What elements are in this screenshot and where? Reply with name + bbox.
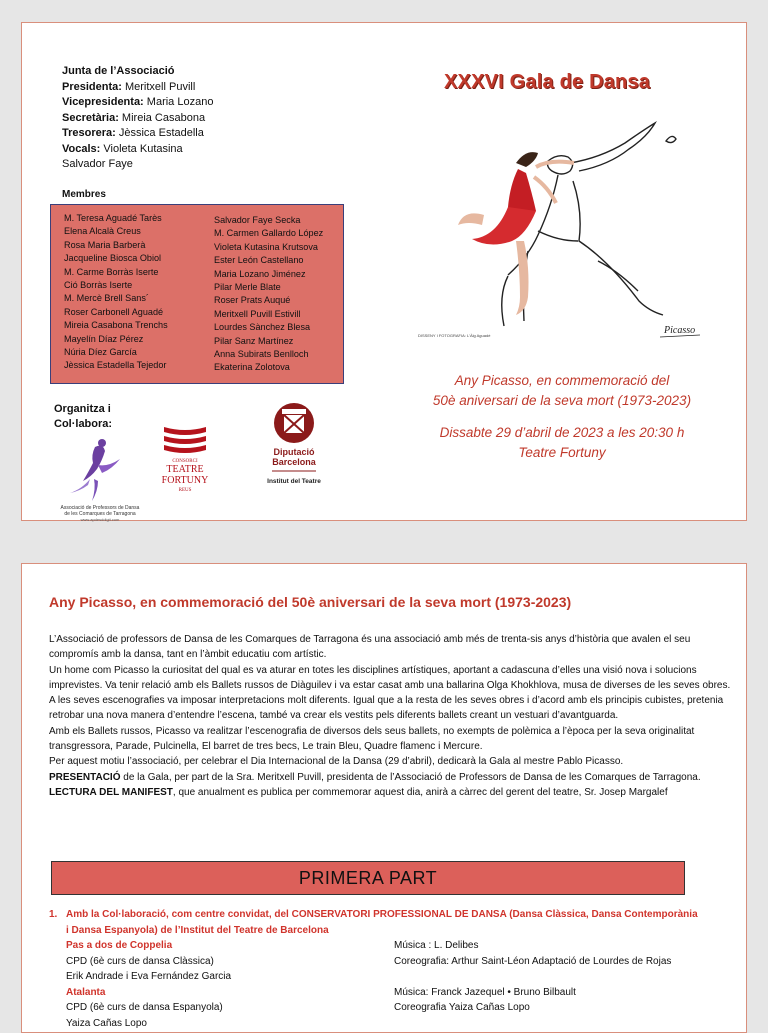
event-date: Dissabte 29 d’abril de 2023 a les 20:30 h [439,425,685,440]
member-name: M. Mercè Brell Sans´ [64,293,149,304]
event-subtitle-1: Any Picasso, en commemoració del [454,373,670,388]
program-details-page [21,563,747,1033]
board-row [62,126,213,142]
piece-choreography: Coreografia Yaiza Cañas Lopo [394,1002,530,1013]
paragraph: L’Associació de professors de Dansa de les Comarques de Tarragona és una associació amb més de trenta-sis anys d’història que avalen el seu compromís amb la dansa, tant en l’àmbit educatiu com artístic. [49,634,691,661]
piece-level: CPD (6è curs de dansa Espanyola) [66,1002,223,1013]
paragraph [49,785,739,800]
dancer-picasso-illustration [398,111,728,351]
board-member: Violeta Kutasina [100,142,183,155]
svg-text:REUS: REUS [178,488,192,493]
piece-row [49,954,749,970]
section-title: Any Picasso, en commemoració del 50è aniversari de la seva mort (1973-2023) [49,594,572,610]
dancer-figure-icon [50,435,150,525]
piece-music: Música: Franck Jazequel • Bruno Bilbault [394,986,576,998]
presentation-text: de la Gala, per part de la Sra. Meritxell Puvill, presidenta de l’Associació de Professors de Dansa de les Comarques de Tarragona. [120,771,701,783]
piece-row [49,1016,749,1032]
board-role: Vicepresidenta: [62,96,144,108]
picasso-signature: Picasso [664,325,696,336]
member-name: Lourdes Sànchez Blesa [214,322,311,333]
svg-text:Institut del Teatre: Institut del Teatre [267,478,321,485]
member-name: Roser Carbonell Aguadé [64,306,164,317]
member-name: M. Carmen Gallardo López [214,228,324,239]
part-heading: PRIMERA PART [51,861,685,895]
svg-text:TEATRE: TEATRE [166,464,204,475]
member-name: Maria Lozano Jiménez [214,268,306,279]
diputacio-logo [254,401,334,491]
board-member: Jèssica Estadella [115,127,204,139]
board-role: Vocals: [62,142,101,155]
member-name: Ester León Castellano [214,255,304,266]
member-name: Mireia Casabona Trenchs [64,320,168,331]
members-box [50,204,344,384]
paragraph: Per aquest motiu l’associació, per celebrar el Dia Internacional de la Dansa (29 d’abril), dedicarà la Gala al mestre Pablo Picasso. [49,756,624,768]
member-name: Anna Subirats Benlloch [214,349,309,360]
board-member: Salvador Faye [62,158,133,170]
member-name: Núria Díez García [64,347,137,358]
board-role: Tresorera: [62,127,116,139]
member-name: Pilar Sanz Martínez [214,335,294,346]
member-name: Roser Prats Auqué [214,295,291,306]
gala-title: XXXVI Gala de Dansa [444,71,651,93]
member-name: Pilar Merle Blate [214,282,281,293]
svg-text:FORTUNY: FORTUNY [161,475,209,486]
event-subtitle-2: 50è aniversari de la seva mort (1973-2023) [432,393,692,408]
svg-text:Barcelona: Barcelona [272,457,316,467]
member-name: Jacqueline Biosca Obiol [64,253,162,264]
photo-credit: DISSENY I FOTOGRAFIA: L'Àlg Aguadé [418,333,491,338]
member-name: Ció Borràs Iserte [64,280,133,291]
dancer-photo-icon [458,152,574,315]
member-name: Ekaterina Zolotova [214,362,290,373]
board-role: Presidenta: [62,80,122,93]
piece-dancers: Yaiza Cañas Lopo [66,1017,147,1029]
members-column-2 [214,214,323,375]
manifest-text: , que anualment es publica per commemorar aquest dia, anirà a càrrec del gerent del teatre, Sr. Josep Margalef [172,786,668,798]
program-list [49,907,749,1031]
piece-music: Música : L. Delibes [394,940,479,951]
member-name: Meritxell Puvill Estivill [214,308,301,319]
intro-text [49,632,739,800]
association-logo [50,435,150,525]
event-venue: Teatre Fortuny [518,445,606,460]
item-number: 1. [49,909,58,920]
teatre-fortuny-logo [154,421,216,516]
theatre-emblem-icon [154,421,216,516]
board-row [62,111,213,127]
member-name: Mayelín Díaz Pérez [64,333,144,344]
board-heading: Junta de l’Associació [62,65,175,77]
organizers-line-1: Organitza i [54,403,111,415]
piece-title: Pas a dos de Coppelia [66,940,173,951]
svg-text:www.apdesddigit.com: www.apdesddigit.com [80,517,120,522]
member-name: Rosa Maria Barberà [64,239,146,250]
board-member: Mireia Casabona [118,111,206,124]
member-name: Elena Alcalà Creus [64,226,141,237]
organizers-line-2: Col·labora: [54,418,113,430]
organizers-heading [54,402,112,432]
svg-text:de les Comarques de Tarragona: de les Comarques de Tarragona [64,511,136,517]
piece-row [49,969,749,985]
svg-text:Diputació: Diputació [273,447,315,457]
piece-row [49,1000,749,1016]
members-column-1 [64,212,168,373]
svg-text:CONSORCI: CONSORCI [172,459,198,464]
program-item-heading-2 [49,923,749,939]
diputacio-emblem-icon [254,401,334,491]
piece-row [49,938,749,954]
item-heading-line-2: i Dansa Espanyola) de l’Institut del Teatre de Barcelona [66,924,329,936]
board-row [62,157,213,173]
event-info [412,371,712,463]
board-row [62,95,213,111]
piece-row [49,985,749,1001]
board-row [62,142,213,158]
member-name: Violeta Kutasina Krutsova [214,241,318,252]
program-cover-page [21,22,747,521]
board-role: Secretària: [62,111,119,124]
program-item-heading [49,907,749,923]
board-row [62,80,213,96]
presentation-label: PRESENTACIÓ [49,771,121,783]
member-name: Salvador Faye Secka [214,215,301,225]
member-name: Jèssica Estadella Tejedor [64,360,167,371]
paragraph: Amb els Ballets russos, Picasso va realitzar l’escenografia de diversos dels seus ballets, no exempts de polèmica a l’època per la seva originalitat transgressora, Parade, Pulcinella, El barret de tres becs, Le train Bleu, Quadre flamenc i Mercure. [49,725,695,753]
poster-artwork [398,111,728,351]
item-heading-line-1: Amb la Col·laboració, com centre convidat, del CONSERVATORI PROFESSIONAL DE DANSA (Dansa Clàssica, Dansa Contemporània [66,909,698,920]
board-member: Meritxell Puvill [121,80,196,93]
board-member: Maria Lozano [143,96,214,108]
manifest-label: LECTURA DEL MANIFEST [49,786,173,798]
member-name: M. Teresa Aguadé Tarès [64,213,162,223]
members-heading: Membres [62,189,106,200]
paragraph: A les seves escenografies va imposar interpretacions molt diferents. Igual que a la resta de les seves obres i d’acord amb els principis cubistes, pretenia retrobar una nova manera d’entendre l’escena, també va crear els vestits pels diferents ballets creant un vestuari d’avantguarda. [49,695,724,722]
paragraph [49,770,739,785]
board-list [62,64,213,173]
paragraph: Un home com Picasso la curiositat del qual es va aturar en totes les disciplines artístiques, aportant a cadascuna d’elles una visió nova i solucions imprevistes. Va tenir relació amb els Ballets russos de Diàguilev i va estar casat amb una ballarina Olga Khokhlova, musa de diverses de les seves obres. [49,664,731,691]
piece-choreography: Coreografia: Arthur Saint-Léon Adaptació de Lourdes de Rojas [394,955,672,967]
member-name: M. Carme Borràs Iserte [64,266,159,277]
piece-dancers: Erik Andrade i Eva Fernández Garcia [66,971,232,982]
piece-title: Atalanta [66,986,106,998]
piece-level: CPD (6è curs de dansa Clàssica) [66,955,214,967]
svg-text:Associació de Professors de Da: Associació de Professors de Dansa [60,505,140,511]
